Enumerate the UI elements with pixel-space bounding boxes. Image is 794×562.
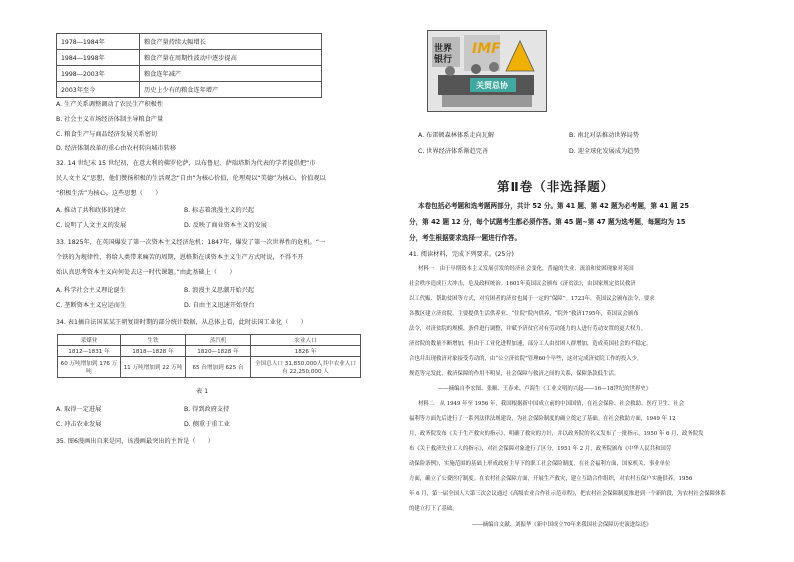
material-1-line: 社会秩序造成巨大冲击，危及政权统治。1601年英国议会颁布《济贫法》，由国家规定贫民救济 <box>409 281 636 287</box>
q33-line-3: 始认真思考资本主义向何处去这一时代课题。”由此基础上（ ） <box>56 269 236 276</box>
q31-option-d: D. 经济体制改革的重心由农村转向城市转移 <box>56 145 177 152</box>
material-2-line: 年 6 月，第一届全国人大第三次会议通过《高级农业合作社示范章程》，把农村社会保障制度推进到一个新阶段，为农村社会保障体系 <box>409 491 726 497</box>
q31-option-b: B. 社会主义市场经济体制主导粮食产量 <box>56 116 164 123</box>
q35-option-d: D. 迎全球化发展成为趋势 <box>569 148 640 155</box>
q32-option-c: C. 说明了人文主义的发展 <box>56 222 127 229</box>
material-2-line: 的建立打下了基础。 <box>409 506 458 512</box>
table-1-caption: 表 1 <box>196 388 209 395</box>
q32-option-b: B. 标志着浪漫主义的兴起 <box>184 207 255 214</box>
cartoon-label-world: 世界 <box>434 44 453 54</box>
intro-line-1: 本卷包括必考题和选考题两部分，共计 52 分。第 41 题、第 42 题为必考题，第 41 题 25 <box>418 202 689 210</box>
statistics-table-1 <box>57 334 361 378</box>
cartoon-label-gatt: 关贸总协 <box>476 81 508 90</box>
q35-option-c: C. 世界经济体系渐趋完善 <box>418 148 489 155</box>
q33-option-c: C. 垄断资本主义应运而生 <box>56 302 127 309</box>
q32-line-3: “积极生活”为核心。这些思想（ ） <box>56 190 162 197</box>
q33-line-1: 33. 1825年，在英国爆发了第一次资本主义经济危机；1847年，爆发了第一次世界性的危机。“一 <box>56 239 326 246</box>
material-1-source: ——摘编自李宏图、张顺、王春来、卢海生《工业文明的兴起——16—18世纪的世界史》 <box>438 386 652 392</box>
q32-option-a: A. 推动了共和政体的建立 <box>56 207 126 214</box>
table-row: 60 万吨增加到 176 万吨 11 万吨增加到 22 万吨 65 台增加到 625 台 全国总人口 31,850,000人其中农业人口有 22,250,000 人 <box>58 357 361 378</box>
q34-stem: 34. 表1摘自法国某某王朝复辟时期的部分统计数据，从总体上看，此时法国工业化（ ） <box>56 319 307 326</box>
q34-option-d: D. 侧重于重工业 <box>184 421 230 428</box>
q35-option-b: B. 南北对话推动世界局势 <box>569 132 640 139</box>
table-row: 1978—1984年 粮食产量持续大幅增长 <box>57 34 322 50</box>
material-2-line: 福利等方面先后进行了一系列法律法规建设，为社会保险制度的确立奠定了基础。在社会救助方面，1949 年 12 <box>409 416 676 422</box>
cartoon-image <box>427 30 547 112</box>
material-2-line: 月，政务院发布《关于生产救灾的指示》，明确了救灾的方针，并以政务院的名义发布了一批指示，1950 年 6 月，政务院发 <box>409 431 704 437</box>
material-2-line: 动保险条例》，实施范围的基础上形成政府主导下的职工社会保险制度，在社会福利方面，国家机关、事业单位 <box>409 461 671 467</box>
material-2-line: 布《关于救济失业工人的指示》，对社会保障对象进行了区分，1951 年 2 月，政务院颁布《中华人民共和国劳 <box>409 446 672 452</box>
q32-line-1: 32. 14 世纪末 15 世纪初，在意大利的佛罗伦萨，以布鲁尼、萨瑞塔斯为代表的学者提倡把“市 <box>56 160 316 167</box>
table-row: 2003年至今 历史上少有的粮食连年增产 <box>57 82 322 98</box>
q34-option-a: A. 取得一定进展 <box>56 406 102 413</box>
material-1-line: 以工代赈、帮助贫困等方式，对穷困者的济贫也属于一定的“保障”。1723年，英国议会颁布法令，要求 <box>409 296 655 302</box>
q35-stem: 35. 图6漫画出自来是同，该漫画最突出的主旨是（ ） <box>56 438 215 445</box>
material-2-source: ——摘编自文献、刘振华《新中国成立70年来我国社会保障历史演进综述》 <box>472 522 652 528</box>
section-title: 第Ⅱ卷（非选择题） <box>497 179 615 194</box>
q35-option-a: A. 布雷顿森林体系走向瓦解 <box>418 132 495 139</box>
cartoon-label-imf: IMF <box>472 41 501 57</box>
material-1-line: 规范等完发此，救济保障的作用不明显，社会保障与救济之间的关系，保障条款低生活。 <box>409 371 620 377</box>
q34-option-b: B. 得到政府支持 <box>184 406 230 413</box>
grain-output-table <box>56 33 322 98</box>
material-2-line: 材料二 从 1949 年至 1956 年，我国根据新中国成立前的中国国情，在社会保险、社会救助、医疗卫生、社会 <box>418 401 685 407</box>
q33-option-b: B. 浪漫主义思潮开始兴起 <box>184 287 255 294</box>
q34-option-c: C. 冲击农业发展 <box>56 421 102 428</box>
cartoon-label-bank: 银行 <box>434 55 453 65</box>
q32-line-2: 民人文主义”思想，他们赞扬积极的生活观念“自由”为核心价值，伦理观以“美德”为核心，价值观以 <box>56 175 326 182</box>
material-2-line: 方面，确立了公费医疗制度。在农村社会保障方面，开展生产救灾，建立互助合作组织，对农村五保户实施供养。1956 <box>409 476 693 482</box>
material-1-line: 材料一 由于早期资本主义发展引发的经济社会变化，普遍的失业、流浪和贫困现象对英国 <box>418 266 634 272</box>
intro-line-2: 分，第 42 题 12 分，每个试题考生都必须作答。第 45 题~第 47 题为选考题，每题均为 15 <box>409 218 686 226</box>
q31-option-c: C. 粮食生产与商品经济发展关系密切 <box>56 131 158 138</box>
material-1-line: 法令，对济贫院的规模、条件进行调整，并赋予济贫官对有劳动能力的人进行劳动安置的更大权力。 <box>409 326 647 332</box>
q33-option-d: D. 自由主义迅速开始登台 <box>184 302 255 309</box>
q33-line-2: 个铁的为规律性，将给人类带来痛苦的周期，恩格斯在谈资本主义生产方式时说，不得不开 <box>56 254 304 261</box>
table-row: 1812—1831 年 1818—1828 年 1820—1828 年 1826 年 <box>58 346 361 357</box>
table-row: 1984—1998年 粮食产量在周期性波动中逐步提高 <box>57 50 322 66</box>
material-1-line: 合也并出现救济对象接受劳动的，由“公立济贫院”管理60个早些，这对完成济贫院工作的投入少， <box>409 356 643 362</box>
table-header-row: 采煤业 生铁 蒸汽机 农业人口 <box>58 335 361 346</box>
q31-option-a: A. 生产关系调整调动了农民生产积极性 <box>56 101 164 108</box>
table-row: 1998—2003年 粮食连年减产 <box>57 66 322 82</box>
q33-option-a: A. 科学社会主义理论诞生 <box>56 287 126 294</box>
q32-option-d: D. 反映了商业资本主义的发展 <box>184 222 267 229</box>
intro-line-3: 分，考生根据要求选择一题进行作答。 <box>409 234 522 242</box>
material-1-line: 各教区建立济贫院，主要提供生活供养业、“住院”院内供养，“院外”救济1795年，英国议会颁布 <box>409 311 639 317</box>
q41-stem: 41. 阅读材料，完成下列要求。(25分) <box>409 251 514 258</box>
material-1-line: 济贫院的数量不断增加，但由于工业化进程加速，部分工人由贫困人群增加，造成英国社会的不稳定。 <box>409 341 652 347</box>
